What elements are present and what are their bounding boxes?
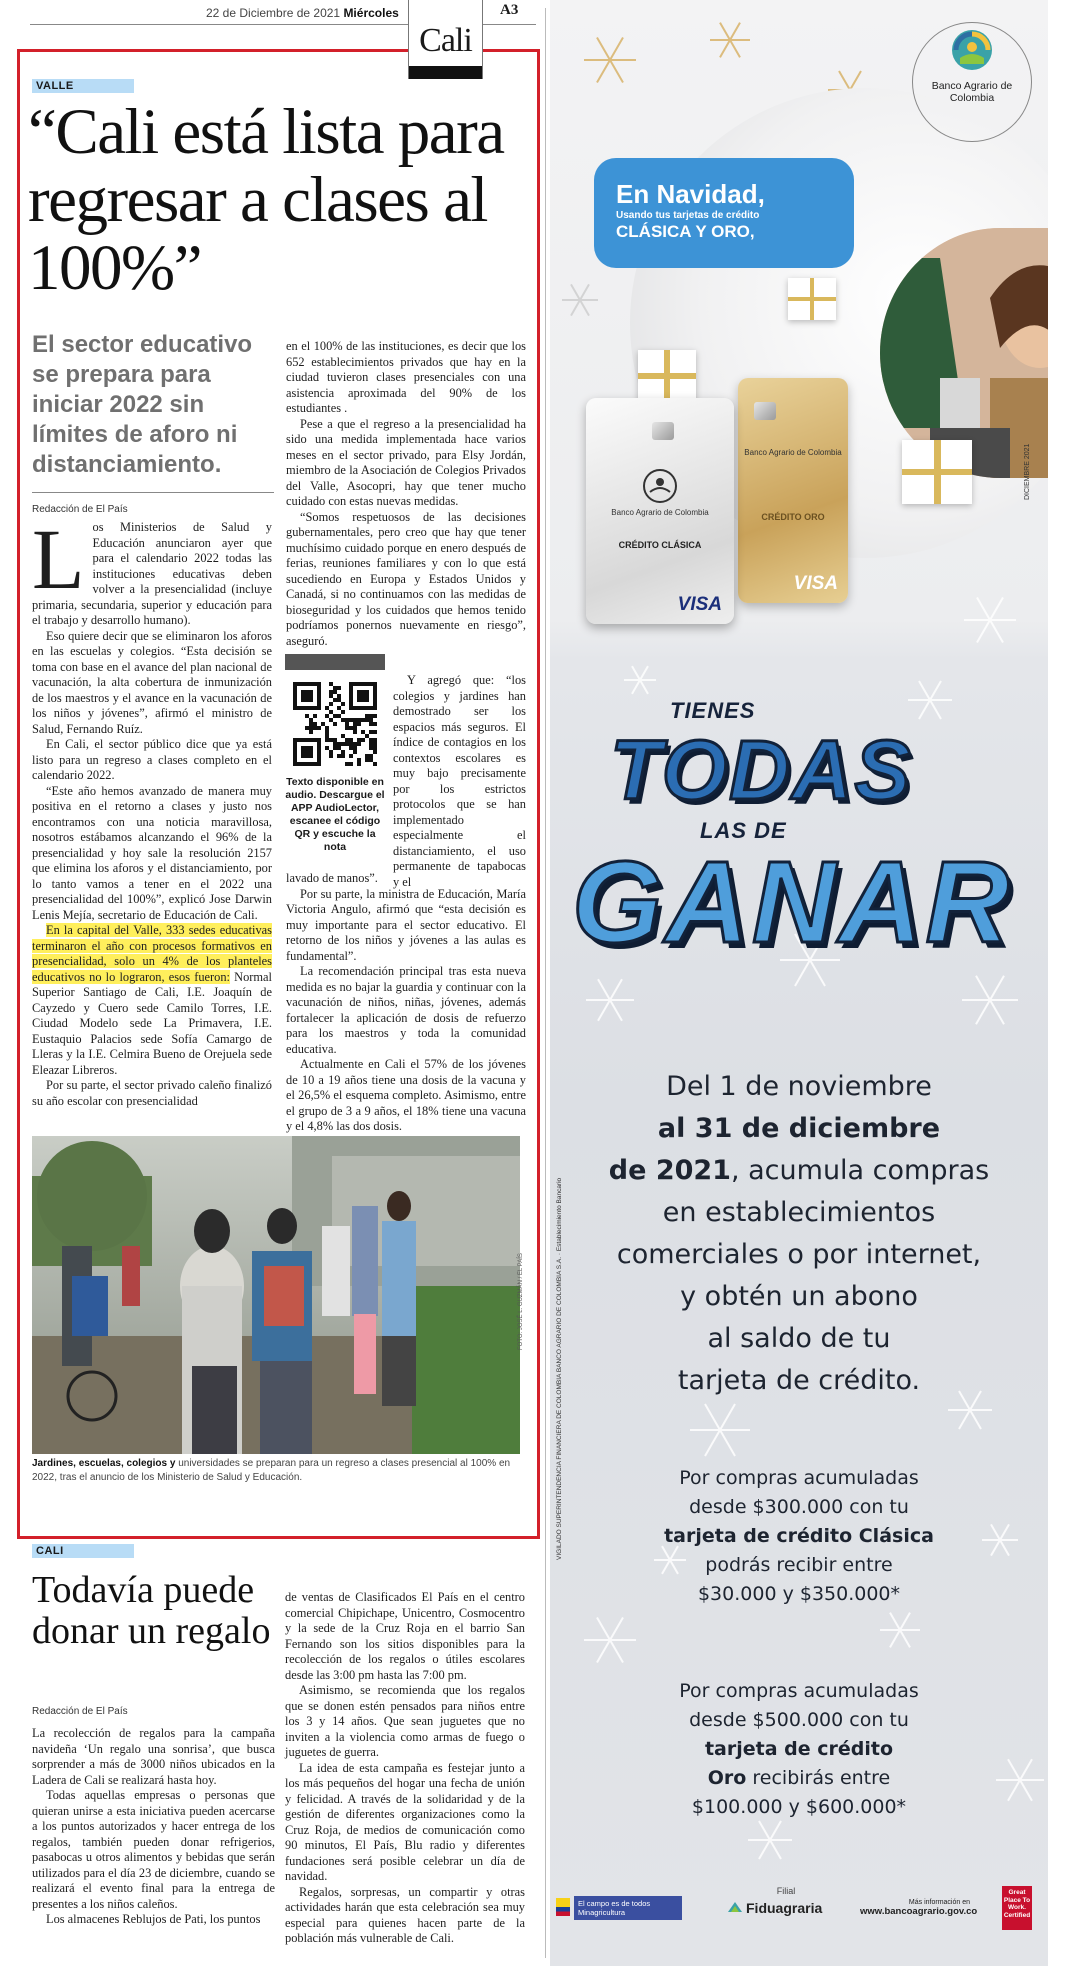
bank-logo-icon bbox=[950, 28, 994, 72]
article2-column-2: de ventas de Clasificados El País en el centro comercial Chipichape, Unicentro, Cosmocentro y la sede de la Cruz Roja en el barrio San Fernando son los sitios disponibles para la recolección de los regalos o útiles escolares desde las 3:00 pm hasta las 7:00 pm. Asimismo, se recomienda que los regalos que se donen estén pensados para niños entre los 3 y 14 años. Que sean juguetes que no inviten a la violencia como armas de fuego o juguetes de guerra. La idea de esta campaña es festejar junto a los más pequeños del hogar una fecha de unión y felicidad. A través de la solidaridad y de la gestión de diferentes organizaciones como la Cruz Roja, de medios de comunicación como 90 minutos, El País, Blu radio y diferentes fundaciones será posible celebrar un día de navidad. Regalos, sorpresas, un compartir y otras actividades harán que esta celebración sea muy especial para quienes hacen parte de la población más vulnerable de Cali. bbox=[285, 1590, 525, 1945]
article2-headline: Todavía puede donar un regalo bbox=[32, 1569, 271, 1652]
qr-code-icon[interactable] bbox=[293, 682, 377, 766]
slogan-ganar: GANAR bbox=[572, 837, 1013, 967]
more-info: Más información en www.bancoagrario.gov.co bbox=[860, 1899, 978, 1917]
classic-card-offer: Por compras acumuladas desde $300.000 con tu tarjeta de crédito Clásica podrás recibir entre $30.000 y $350.000* bbox=[664, 1467, 934, 1605]
ad-side-label: DICIEMBRE 2021 bbox=[1024, 443, 1031, 500]
page-number: A3 bbox=[500, 2, 519, 18]
classic-credit-card: Banco Agrario de Colombia CRÉDITO CLÁSICA VISA bbox=[586, 398, 734, 624]
article1-column-1: Los Ministerios de Salud y Educación anunciaron ayer que para el calendario 2022 todas las instituciones educativas deben volver a la presencialidad (incluye primaria, secundaria, superior y educación para el trabajo y desarrollo humano). Eso quiere decir que se eliminaron los aforos en las escuelas y colegios. “Esta decisión se toma con base en el avance del plan nacional de vacunación, la alta cobertura de inmunización de los maestros y el avance en la vacunación de los niños y jóvenes”, afirmó el ministro de Salud, Fernando Ruíz. En Cali, el sector público dice que ya está listo para un regreso a clases completo en el calendario 2022. “Este año hemos avanzado de manera muy positiva en el retorno a clases y justo nos encontramos con una noticia maravillosa, nosotros estábamos alcanzando el 96% de la presencialidad y hoy sale la resolución 2157 que elimina los aforos y el distanciamiento, por lo tanto vamos a tener en el 2022 una presencialidad del 100%”, explicó Jose Darwin Lenis Mejía, secretario de Educación de Cali. En la capital del Valle, 333 sedes educativas terminaron el año con procesos formativos en presencialidad, solo un 4% de los planteles educativos no lo lograron, esos fueron: Normal Superior Santiago de Cali, I.E. Joaquín de Cayzedo y Cuero sede Camilo Torres, I.E. Ciudad Modelo sede La Primavera, I.E. Eustaquio Palacios sede Sofía Camargo de Lleras y la I.E. Celmira Bueno de Orejuela sede Eleazar Libreros. Por su parte, el sector privado caleño finalizó su año escolar con presencialidad bbox=[32, 511, 272, 1108]
government-logo: El campo es de todos Minagricultura bbox=[574, 1896, 682, 1920]
ad-footer bbox=[550, 1884, 1048, 1934]
gift-box-icon bbox=[902, 440, 972, 504]
fiduagraria-name: Fiduagraria bbox=[746, 1900, 823, 1916]
column-divider bbox=[545, 8, 546, 1958]
article1-headline: “Cali está lista para regresar a clases al 100%” bbox=[28, 96, 504, 304]
gift-box-icon bbox=[638, 350, 696, 402]
gift-box-icon bbox=[788, 278, 836, 320]
qr-audio-box bbox=[285, 654, 385, 854]
slogan-tienes: TIENES bbox=[670, 698, 756, 723]
vigilado-label: VIGILADO SUPERINTENDENCIA FINANCIERA DE COLOMBIA BANCO AGRARIO DE COLOMBIA S.A. · Establecimiento Bancario bbox=[556, 1177, 563, 1560]
slogan-las-de: LAS DE bbox=[700, 818, 787, 843]
highlighted-text: En la capital del Valle, 333 sedes educativas terminaron el año con procesos formativos en presencialidad, solo un 4% de los planteles educativos no lo lograron, esos fueron: bbox=[32, 923, 272, 984]
promo-text: Del 1 de noviembre al 31 de diciembre de 2021, acumula compras en establecimientos comerciales o por internet, y obtén un abono al saldo de tu tarjeta de crédito. bbox=[608, 1071, 990, 1396]
article1-photo bbox=[32, 1136, 520, 1454]
article1-subtitle: El sector educativo se prepara para iniciar 2022 sin límites de aforo ni distanciamiento. bbox=[32, 331, 253, 478]
bank-advertisement bbox=[550, 0, 1048, 1966]
article1-kicker: VALLE bbox=[32, 79, 134, 93]
article1-column-2-narrow: Y agregó que: “los colegios y jardines han demostrado ser los espacios más seguros. El índice de contagios en los contextos escolares es muy bajo precisamente por los estrictos protocolos que se han implementado especialmente el distanciamiento, el uso permanente de tapabocas y el bbox=[393, 673, 526, 889]
qr-instructions: Texto disponible en audio. Descargue el APP AudioLector, escanee el código QR y escuche la nota bbox=[285, 776, 385, 853]
card-logo-icon bbox=[642, 468, 678, 504]
christmas-banner: En Navidad, Usando tus tarjetas de crédito CLÁSICA Y ORO, bbox=[594, 158, 854, 268]
photo-caption: Jardines, escuelas, colegios y universidades se preparan para un regreso a clases presencial al 100% en 2022, tras el anuncio de los Ministerio de Salud y Educación. bbox=[32, 1458, 511, 1483]
issue-date: 22 de Diciembre de 2021 Miércoles bbox=[206, 6, 399, 20]
slogan-todas: TODAS bbox=[610, 723, 913, 817]
logo-text: Banco Agrario de Colombia bbox=[931, 80, 1013, 104]
filial-label: Filial bbox=[776, 1886, 796, 1896]
gold-card-offer: Por compras acumuladas desde $500.000 con tu tarjeta de crédito Oro recibirás entre $100.000 y $600.000* bbox=[679, 1680, 919, 1818]
bank-website-link[interactable]: www.bancoagrario.gov.co bbox=[860, 1906, 978, 1917]
gold-credit-card: Banco Agrario de Colombia CRÉDITO ORO VISA bbox=[738, 378, 848, 603]
section-name: Cali bbox=[419, 22, 472, 59]
drop-cap: L bbox=[32, 511, 85, 607]
article2-byline: Redacción de El País bbox=[32, 1706, 128, 1717]
photo-credit: FOTO: JOSÉ L. GUZMÁN / EL PAÍS bbox=[518, 1253, 524, 1350]
colombia-seal-icon bbox=[556, 1898, 570, 1916]
article1-column-2-bottom: lavado de manos”. Por su parte, la ministra de Educación, María Victoria Angulo, afirmó que “esta decisión es muy importante para el sector educativo. El retorno de los niños y jóvenes a las aulas es fundamental”. La recomendación principal tras esta nueva medida es no bajar la guardia y continuar con la vacunación de niños, niñas, jóvenes, además fortalecer la aplicación de dosis de refuerzo para los maestros y toda la comunidad educativa. Actualmente en Cali el 57% de los jóvenes de 10 a 19 años tiene una dosis de la vacuna y el 26,5% el esquema completo. Asimismo, entre el grupo de 3 a 9 años, el 18% tiene una vacuna y el 4,8% las dos dosis. bbox=[286, 871, 526, 1133]
article2-kicker: CALI bbox=[32, 1544, 134, 1558]
article1-byline: Redacción de El País bbox=[32, 504, 128, 515]
subtitle-rule bbox=[32, 492, 274, 493]
great-place-to-work-badge: Great Place To Work. Certified bbox=[1002, 1886, 1032, 1930]
banco-agrario-logo bbox=[922, 28, 1022, 104]
section-tab bbox=[408, 0, 483, 79]
article2-column-1: La recolección de regalos para la campaña navideña ‘Un regalo una sonrisa’, que busca sorprender a más de 3000 niños ubicados en la Ladera de Cali se realizará hasta hoy. Todas aquellas empresas o personas que quieran unirse a esta iniciativa pueden acercarse a los puntos autorizados y hacer entrega de los regalos, también pueden donar refrigerios, pasabocas u otros alimentos y bebidas que serán utilizados para el día 23 de diciembre, cuando se realizará el evento final para la entrega de presentes a los niños caleños. Los almacenes Reblujos de Pati, los puntos bbox=[32, 1726, 275, 1926]
article1-column-2-top: en el 100% de las instituciones, es decir que los 652 establecimientos privados que hay en la ciudad tuvieron clases presenciales con una asistencia aproximada del 90% de los estudiantes . Pese a que el regreso a la presencialidad ha sido una medida implementada hace varios meses en el sector privado, para Elsy Jordán, miembro de la Asociación de Colegios Privados del Valle, Asocopri, hay que tener mucho cuidado con estas nuevas medidas. “Somos respetuosos de las decisiones gubernamentales, pero creo que hay que tener muchísimo cuidado porque en enero después de ferias, reuniones familiares y con lo que está sucediendo en Europa y Estados Unidos y Canadá, si no continuamos con las medidas de bioseguridad y los cuidados que hemos tenido podríamos ponernos nuevamente en riesgo”, aseguró. bbox=[286, 339, 526, 648]
fiduagraria-logo-icon bbox=[726, 1898, 744, 1916]
